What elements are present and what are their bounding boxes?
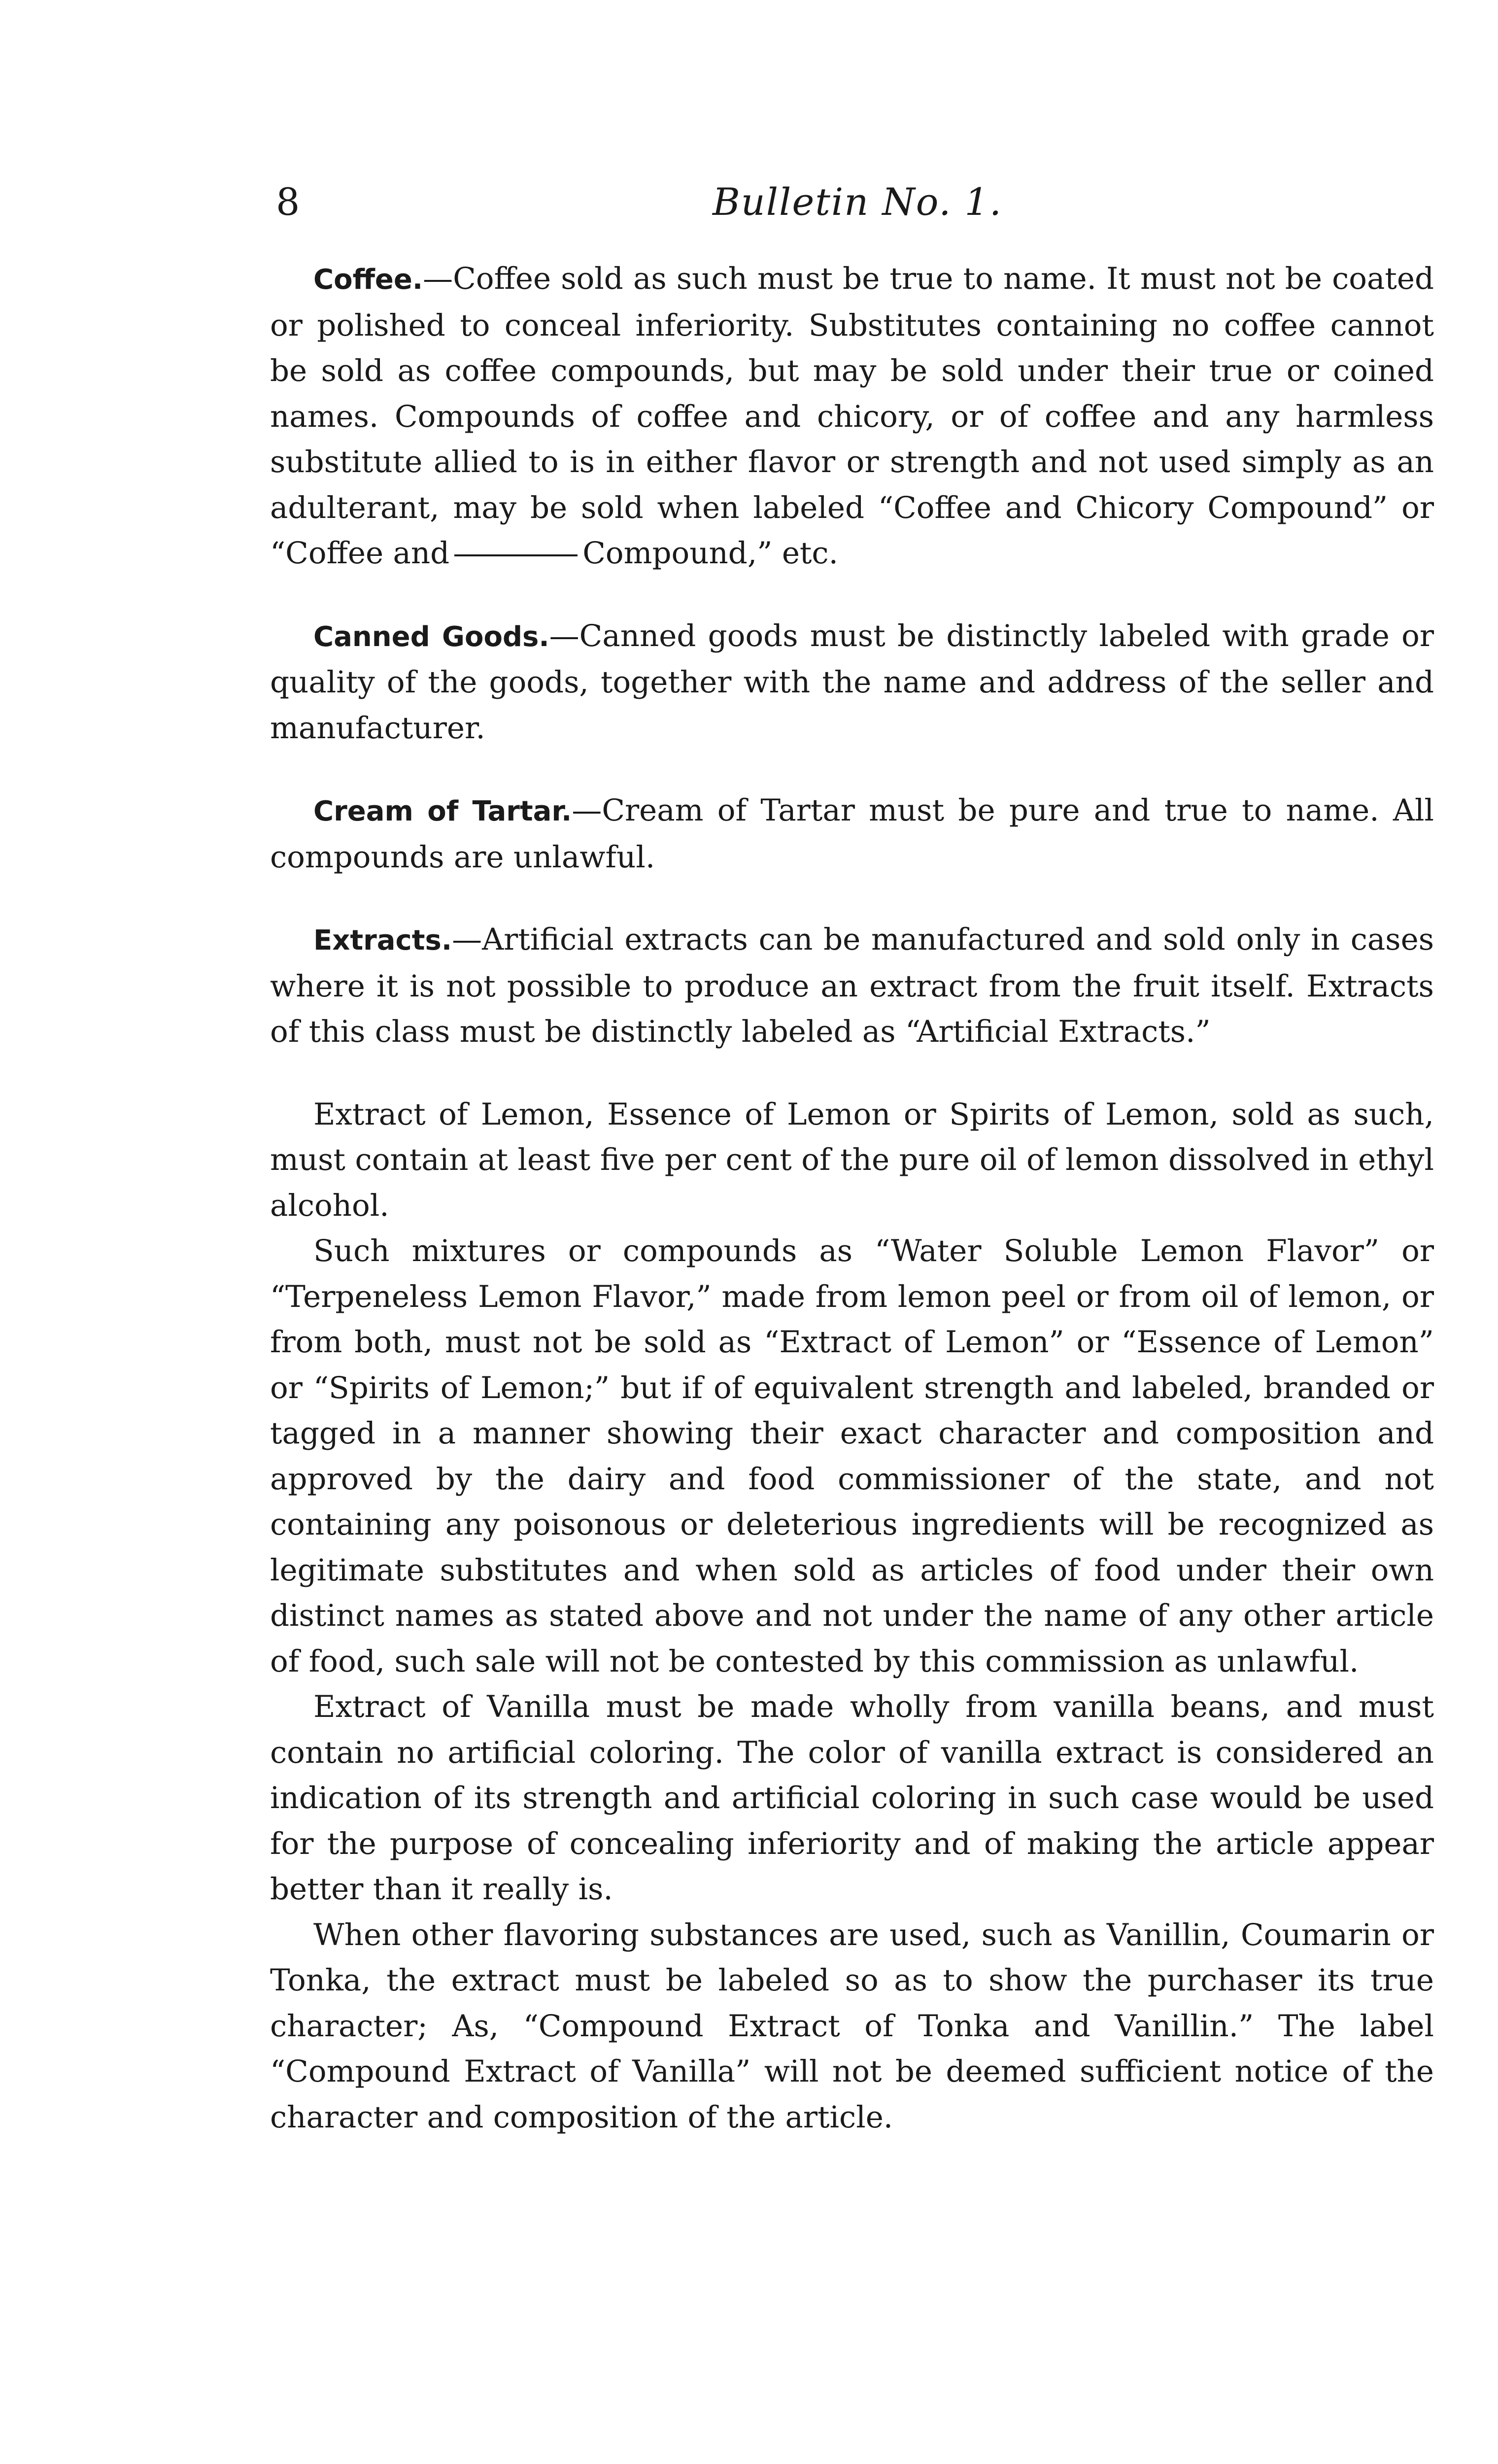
coffee-text: —Coffee sold as such must be true to name. It must not be coated or polished to conceal inferiority. Substitutes containing no coffee cannot be sold as coffee compounds, but may be sold under their true or coined names. Compounds of coffee and chicory, or of coffee and any harmless substitute allied to is in either flavor or strength and not used simply as an adulterant, may be sold when labeled “Coffee and Chicory Compound” or “Coffee and [270,261,1434,571]
paragraph-lemon-extract: Extract of Lemon, Essence of Lemon or Spirits of Lemon, sold as such, must contain at least five per cent of the pure oil of lemon dissolved in ethyl alcohol. [270,1096,1434,1223]
heading-coffee: Coffee. [313,264,423,296]
extracts-text: —Artificial extracts can be manufactured and sold only in cases where it is not possible to produce an extract from the fruit itself. Extracts of this class must be distinctly labeled as “Artificial Extracts.” [270,922,1434,1049]
paragraph-vanilla-extract: Extract of Vanilla must be made wholly from vanilla beans, and must contain no artificial coloring. The color of vanilla extract is considered an indication of its strength and artificial coloring in such case would be used for the purpose of concealing inferiority and of making the article appear better than it really is. [270,1689,1434,1907]
paragraph-lemon-substitutes: Such mixtures or compounds as “Water Soluble Lemon Flavor” or “Terpeneless Lemon Flavor,” made from lemon peel or from oil of lemon, or from both, must not be sold as “Extract of Lemon” or “Essence of Lemon” or “Spirits of Lemon;” but if of equivalent strength and labeled, branded or tagged in a manner showing their exact character and composition and approved by the dairy and food commissioner of the state, and not containing any poisonous or deleterious ingredients will be recognized as legitimate substitutes and when sold as articles of food under their own distinct names as stated above and not under the name of any other article of food, such sale will not be contested by this commission as unlawful. [270,1233,1434,1679]
canned-goods-text: —Canned goods must be distinctly labeled with grade or quality of the goods, together with the name and address of the seller and manufacturer. [270,618,1434,746]
paragraph-canned-goods [270,614,1434,752]
paragraph-cream-of-tartar [270,788,1434,880]
coffee-text-end: Compound,” etc. [582,536,838,571]
page-header [276,177,1439,237]
cream-of-tartar-text: —Cream of Tartar must be pure and true to name. All compounds are unlawful. [270,793,1434,875]
heading-cream-of-tartar: Cream of Tartar. [313,795,572,827]
paragraph-extracts [270,917,1434,1055]
page-number: 8 [276,180,300,224]
paragraph-coffee [270,256,1434,577]
heading-canned-goods: Canned Goods. [313,620,549,653]
heading-extracts: Extracts. [313,924,452,957]
page-body [270,256,1434,2140]
running-title: Bulletin No. 1. [712,180,1003,224]
blank-line [454,554,578,556]
paragraph-other-flavoring: When other flavoring substances are used, such as Vanillin, Coumarin or Tonka, the extract must be labeled so as to show the purchaser its true character; As, “Compound Extract of Tonka and Vanillin.” The label “Compound Extract of Vanilla” will not be deemed sufficient notice of the character and composition of the article. [270,1917,1434,2135]
